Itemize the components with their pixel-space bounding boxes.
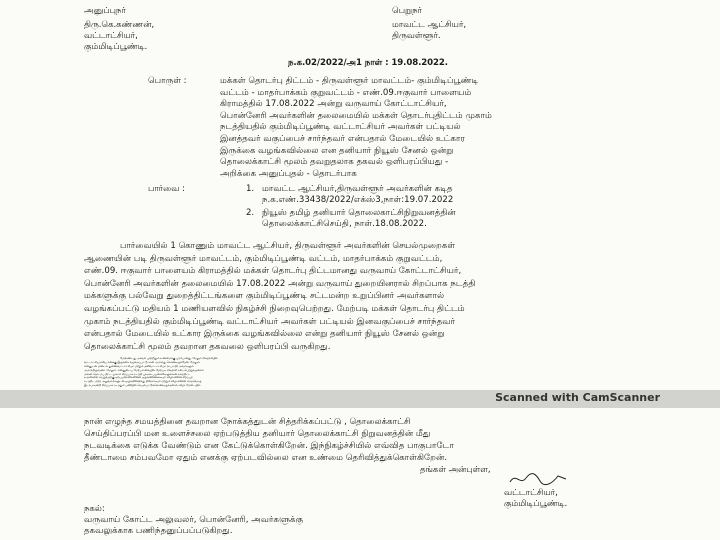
signature-scribble xyxy=(508,470,568,488)
closing-salutation: தங்கள் அன்புள்ள, xyxy=(420,465,491,475)
body-line: மேற்கண்டது, தகவல் முற்றிலும் உண்மைக்கு புறம்பானது. மேலும் நிகழ்ச்சியில் xyxy=(120,356,218,361)
body-paragraph-1 xyxy=(84,240,475,353)
copy-to-label: நகல்: xyxy=(84,504,105,514)
body-line: நடத்திட மற்ற அலுவலர்களுடன் ஒருங்கிணைந்து திகிமாகவும் மற்றும் விழாவினை எந்தவொரு xyxy=(84,379,202,384)
sender-name: திரு.கெ.கண்ணன், xyxy=(84,20,155,30)
subject-line: நடத்தியதில் கும்மிடிப்பூண்டி வட்டாட்சியர் அவர்கள் பட்டியல் xyxy=(220,122,461,133)
copy-to-line: வருவாய் கோட்ட அலுவலர், பொன்னேரி, அவர்களுக்கு xyxy=(84,515,304,525)
recipient-place: திருவள்ளூர். xyxy=(392,31,441,41)
reference-line: மாவட்ட ஆட்சியர்,திருவள்ளூர் அவர்களின் கடித xyxy=(262,184,453,194)
body-line: பார்வையில் 1 கொணும் மாவட்ட ஆட்சியர், திருவள்ளூர் அவர்களின் செயல்முறைகள் xyxy=(120,241,456,251)
body-line: அமர்ந்திருந்தனர். மேலும், என்னுடைய மேற்பார்வையில் மேற்படி நிகழ்ச்சி நடைபெற்றுவதனால் xyxy=(84,367,204,372)
body-paragraph-2 xyxy=(84,357,218,388)
subject-line: அறிக்கை அனுப்புதல் - தொடர்பாக xyxy=(220,168,357,179)
body-line: நடவடிக்கை எடுக்க வேண்டும் என கேட்டுக்கொள்கிறேன். இந்நிகழ்ச்சியில் எவ்வித பாகுபாடோ xyxy=(84,441,454,451)
body-line: எண்.09. ஈகுவார் பாளையம் கிராமத்தில் மக்கள் தொடர்பு திட்டமானது வருவாய் கோட்டாட்சியர், xyxy=(84,266,462,277)
reference-line: நியூஸ் தமிழ் தனியார் தொலைகாட்சிநிறுவனத்தின் xyxy=(262,208,456,218)
subject-line: வட்டம் - மாதர்பாக்கம் குறுவட்டம் - எண்.09.ஈகுவார் பாளையம் xyxy=(220,87,472,98)
subject-line: கிராமத்தில் 17.08.2022 அன்று வருவாய் கோட்டாட்சியர், xyxy=(220,99,447,110)
body-line: வட்டாட்சியராகிய எனக்கு இருக்கை வழங்கப்பட்டு நான் அமர்ந்து கொண்டிருந்தேன். மேலும், xyxy=(84,360,201,365)
body-line: ஆணையின் படி திருவள்ளூர் மாவட்டம், கும்மிடிப்பூண்டி வட்டம், மாதர்பாக்கம் குறுவட்டம், xyxy=(84,253,443,264)
from-label: அனுப்புநர் xyxy=(84,6,126,16)
scanner-label: Scanned with CamScanner xyxy=(495,391,660,404)
reference-line: தொலைக்காட்சிசெய்தி, நாள்.18.08.2022. xyxy=(262,219,427,229)
sender-designation: வட்டாட்சியர், xyxy=(84,31,138,41)
body-paragraph-3 xyxy=(84,416,454,464)
subject-line: இனத்தவர் வகுப்பைச் சார்ந்தவர் என்பதால் மேடையில் உட்கார xyxy=(220,133,465,144)
reference-2 xyxy=(262,208,456,230)
recipient-designation: மாவட்ட ஆட்சியர், xyxy=(392,20,466,30)
body-line: முகாம் நடத்தியதில் கும்மிடிப்பூண்டி வட்டாட்சியர் அவர்கள் பட்டியல் இனவகுப்பைச் சார்ந்தவர் xyxy=(84,316,456,327)
reference-1-number: 1. xyxy=(246,184,254,194)
body-line: என்னுடன் மண்டல துணைவட்டாட்சியர் மற்றும் தனிவட்டாட்சியர் (ச.பா.தி) அவர்களும் xyxy=(84,364,194,368)
body-line: என்பதால் மேடையில் உட்கார இருக்கை வழங்கவில்லை என்று தனியார் நியூஸ் சேனல் ஒன்று xyxy=(84,329,445,340)
letter-page-2 xyxy=(0,408,720,540)
body-line: இடர்பாடின்றி சிறப்பாக நடத்தும் பணியில் செயல்பட்டுக்கொண்டிருந்தனால் விழா மேடையில் xyxy=(84,383,201,388)
body-line: செய்திப்பரப்பி மன உளைச்சலை ஏற்படுத்திய தனியார் தொலைக்காட்சி நிறுவனத்தின் மீது xyxy=(84,429,431,439)
sender-place: கும்மிடிப்பூண்டி. xyxy=(84,42,148,52)
subject-line: பொன்னேரி அவர்களின் தலைமையில் மக்கள் தொடர்புதிட்டம் முகாம் xyxy=(220,110,492,121)
body-line: வழங்கப்பட்டு மதியம் 1 மணியளவில் நிகழ்ச்சி நிறைவுபெற்றது. மேற்படி மக்கள் தொடர்பு திட்டம் xyxy=(84,303,465,314)
to-label: பெறுநர் xyxy=(392,6,422,16)
signatory-place: கும்மிடிப்பூண்டி. xyxy=(504,499,568,509)
references-label: பார்வை : xyxy=(148,184,185,194)
reference-1 xyxy=(262,184,453,206)
scanner-watermark-bar xyxy=(0,390,720,408)
subject-line: மக்கள் தொடர்பு திட்டம் - திருவள்ளூர் மாவட்டம்- கும்மிடிப்பூண்டி xyxy=(220,76,479,86)
subject-text xyxy=(220,76,492,180)
body-line: நான் எழுந்த சமயத்தினை தவறான நோக்கத்துடன் சித்தரிக்கப்பட்டு , தொலைக்காட்சி xyxy=(84,417,411,427)
body-line: தீண்டாமை சம்பவமோ ஏதும் எனக்கு ஏற்படவில்லை என உண்மை தெரிவித்துக்கொள்கிறேன். xyxy=(84,453,448,463)
body-line: பொன்னேரி அவர்களின் தலைமையில் 17.08.2022 அன்று வருவாய் துறையினரால் சிறப்பாக நடத்தி xyxy=(84,278,476,289)
signatory-designation: வட்டாட்சியர், xyxy=(504,488,558,498)
subject-label: பொருள் : xyxy=(148,76,187,86)
reference-number: ந.க.02/2022/அ1 நாள் : 19.08.2022. xyxy=(288,58,448,68)
body-line: மக்களுக்கு பல்வேறு துறைத்திட்டங்களை கும்மிடிப்பூண்டி சட்டமன்ற உறுப்பினர் அவர்களால் xyxy=(84,291,445,302)
reference-2-number: 2. xyxy=(246,208,254,218)
body-line: உதவிகளை பெறுவதற்கு ஏற்பயனாளிகளினை ஒருங்கிணைக்கவும் விழாவினை சிறப்புற xyxy=(84,375,193,380)
reference-line: ந.க.எண்.33438/2022/எக்ஸ்3,நாள்:19.07.2022 xyxy=(262,195,454,205)
copy-to-line: தகவலுக்காக பணிந்தனுப்பப்படுகிறது. xyxy=(84,526,233,536)
body-line: தொலைக்காட்சி மூலம் தவறான தகவலை ஒளிபரப்பி வருகிறது. xyxy=(84,341,331,352)
subject-line: இருக்கை வழங்கவில்லை என தனியார் நியூஸ் சேனல் ஒன்று xyxy=(220,145,454,156)
body-line: மக்கள் தொடர்பு திட்ட முகாம் சிறப்பாக நடத்தி முடிக்க பயனாளிகளுக்கான நலத்திட்ட xyxy=(84,371,191,376)
subject-line: தொலைக்காட்சி மூலம் தவறுதலாக தகவல் ஒளிபரப்பியது - xyxy=(220,157,449,168)
copy-to-recipients xyxy=(84,515,303,537)
